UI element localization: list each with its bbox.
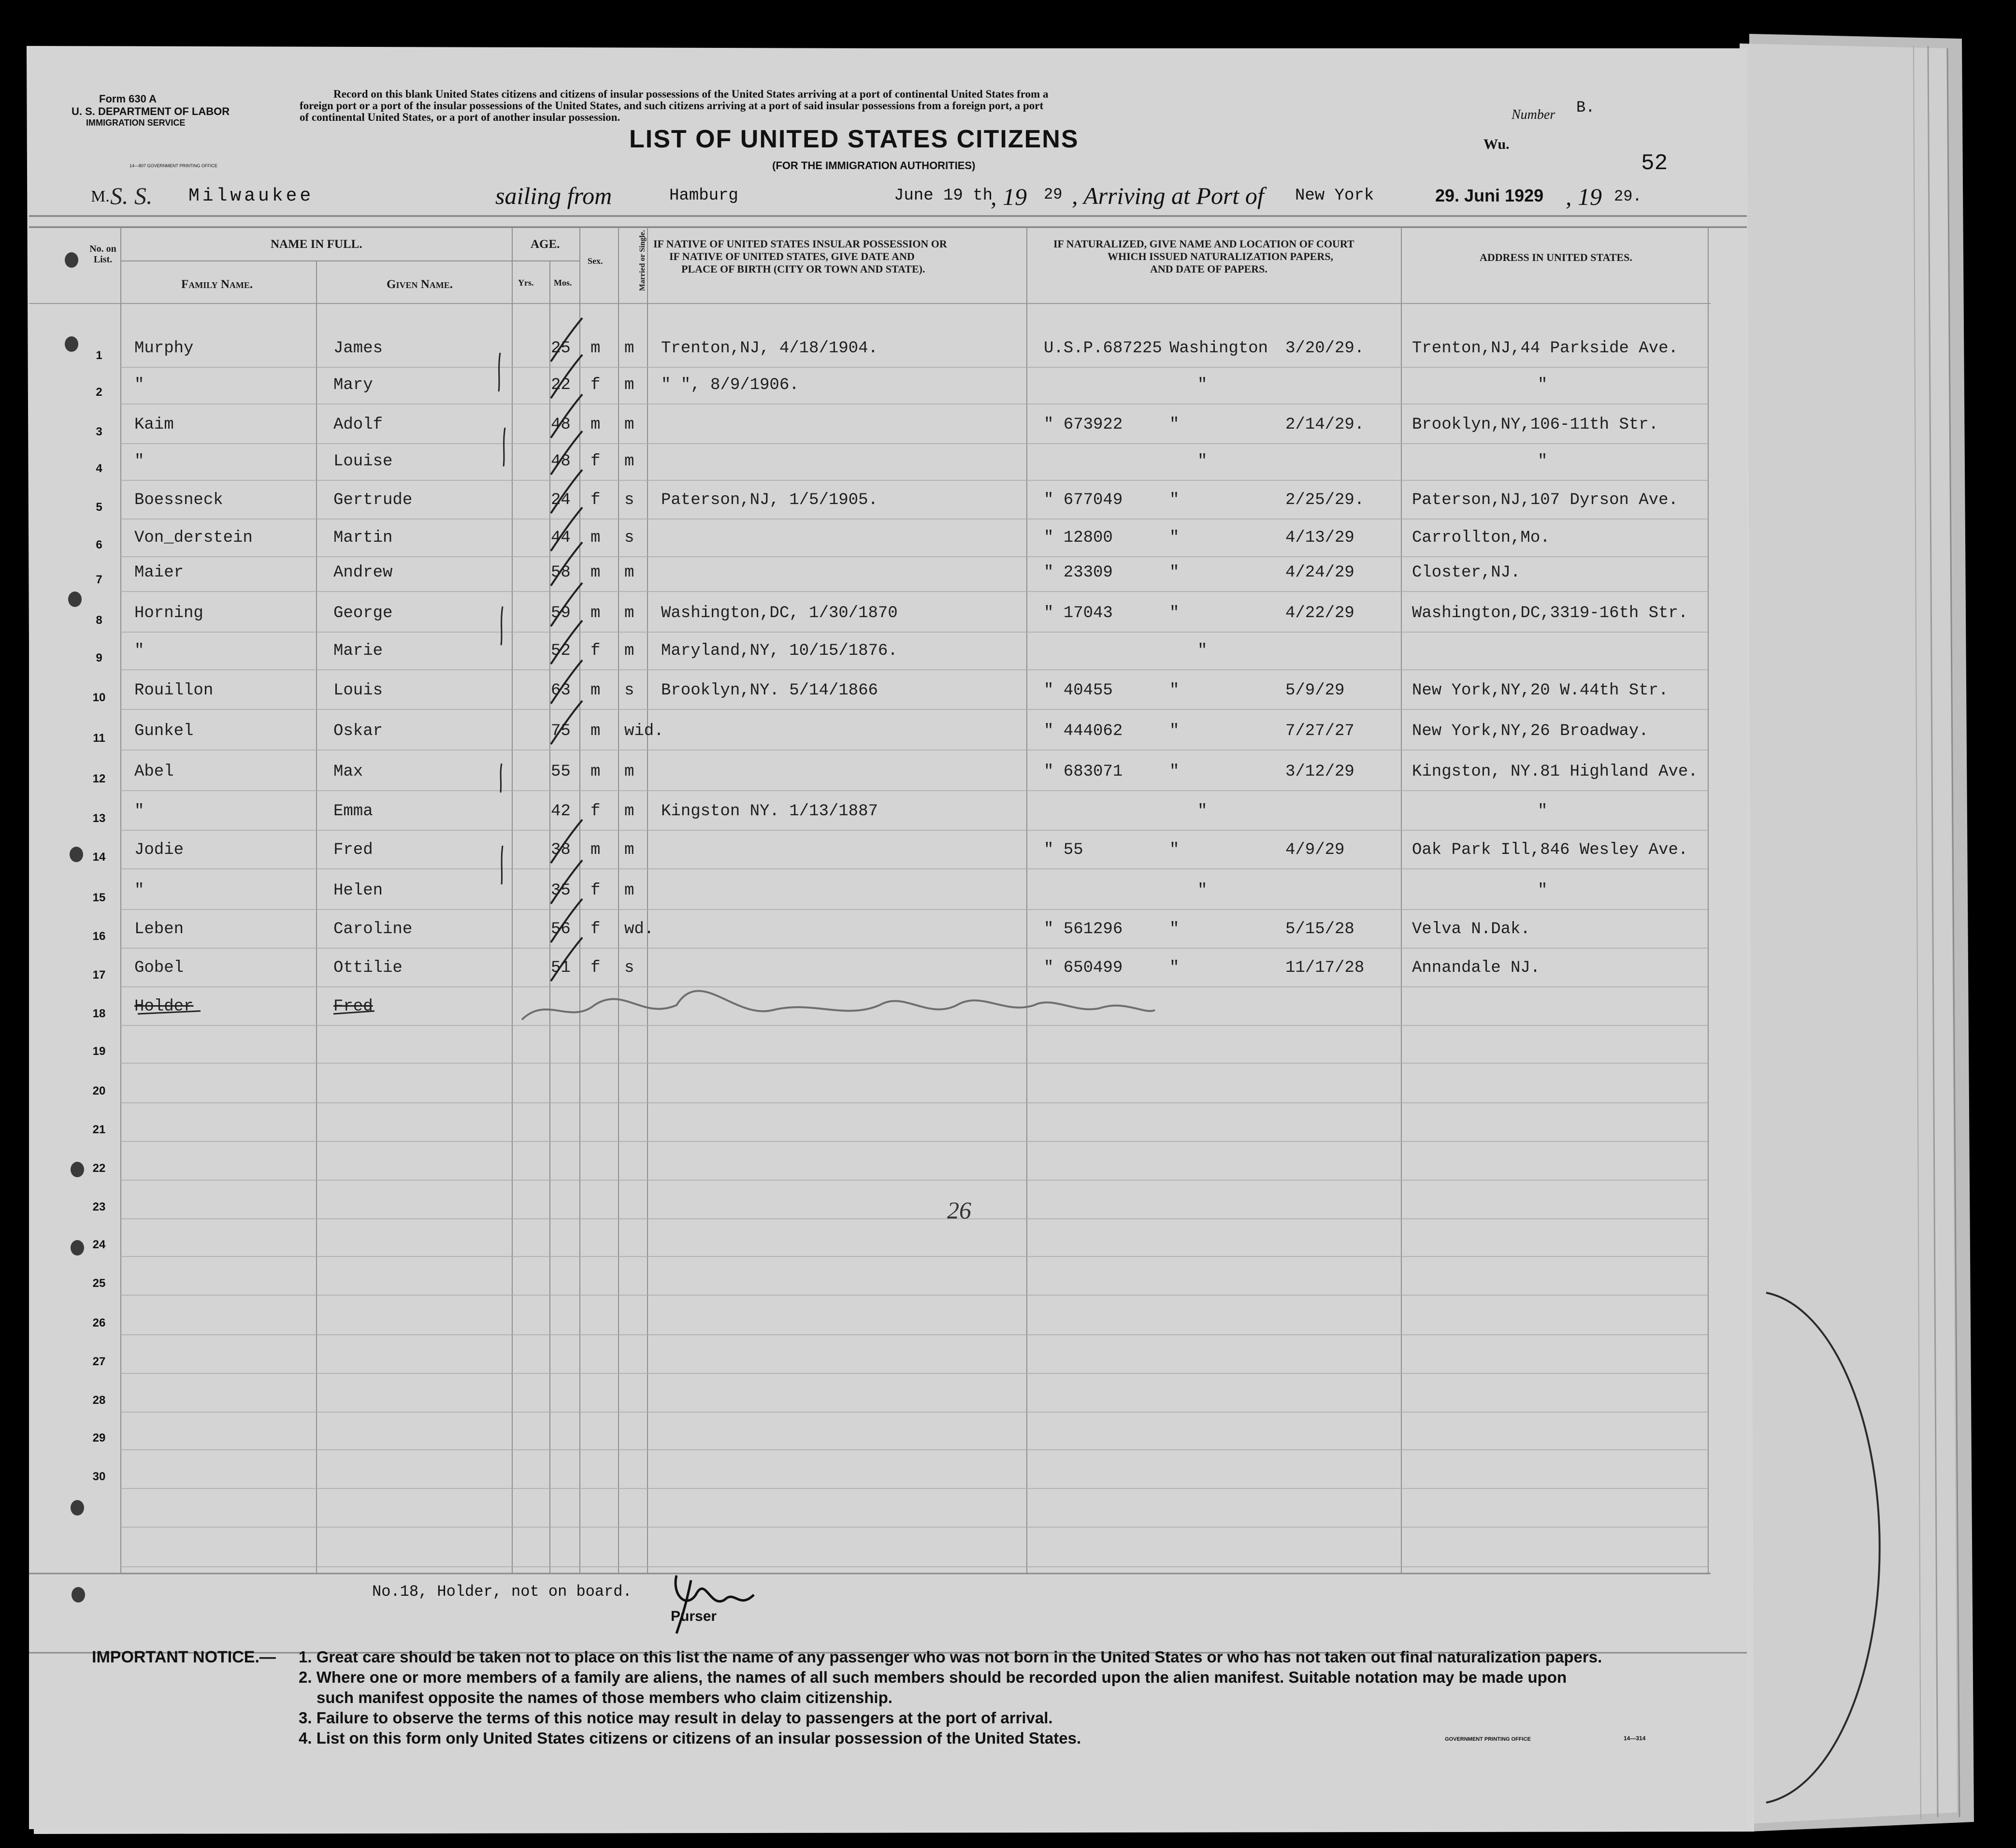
- naturalization-court-cell: ": [1169, 959, 1180, 977]
- sex-cell: f: [590, 642, 601, 660]
- row-number: 20: [92, 1084, 106, 1097]
- family-name-cell: Horning: [134, 604, 203, 622]
- col-mos: Mos.: [554, 278, 572, 288]
- age-cell: 51: [551, 959, 571, 977]
- row-number: 3: [96, 425, 102, 438]
- from-port: Hamburg: [669, 187, 738, 205]
- sex-cell: f: [590, 376, 601, 394]
- page-title: LIST OF UNITED STATES CITIZENS: [629, 125, 1079, 153]
- col-name-in-full: NAME IN FULL.: [271, 238, 362, 251]
- family-name-cell: ": [134, 376, 144, 394]
- form-number: Form 630 A: [99, 93, 157, 105]
- naturalization-court-cell: ": [1197, 452, 1208, 471]
- row-number: 16: [92, 930, 106, 943]
- row-number: 23: [92, 1200, 106, 1213]
- marital-status-cell: m: [624, 763, 634, 781]
- given-name-cell: Adolf: [333, 416, 383, 434]
- given-name-cell: Max: [333, 763, 363, 781]
- given-name-cell: Oskar: [333, 722, 383, 740]
- row-number: 22: [92, 1162, 106, 1175]
- sex-cell: m: [590, 416, 601, 434]
- naturalization-court-cell: ": [1169, 763, 1180, 781]
- purser-label: Purser: [671, 1608, 717, 1624]
- arrival-year: 29.: [1614, 188, 1642, 205]
- naturalization-court-cell: ": [1169, 722, 1180, 740]
- birth-place-cell: Brooklyn,NY. 5/14/1866: [661, 681, 878, 700]
- given-name-cell: Louise: [333, 452, 393, 471]
- marital-status-cell: m: [624, 642, 634, 660]
- number-label: Number: [1512, 107, 1555, 122]
- ship-type: S. S.: [110, 182, 153, 209]
- naturalization-court-cell: ": [1169, 681, 1180, 700]
- birth-place-cell: Washington,DC, 1/30/1870: [661, 604, 898, 622]
- age-cell: 63: [551, 681, 571, 700]
- naturalization-date-cell: 2/14/29.: [1285, 416, 1365, 434]
- naturalization-number-cell: " 677049: [1044, 491, 1123, 509]
- col-naturalized-2: WHICH ISSUED NATURALIZATION PAPERS,: [1108, 250, 1333, 262]
- family-name-cell: Von_derstein: [134, 529, 253, 547]
- table-row: [0, 834, 2016, 873]
- sex-cell: m: [590, 604, 601, 622]
- arrival-port: New York: [1295, 187, 1374, 205]
- row-number: 7: [96, 573, 102, 586]
- family-name-cell: Murphy: [134, 339, 194, 358]
- sex-cell: f: [590, 959, 601, 977]
- table-row: [0, 875, 2016, 913]
- naturalization-court-cell: ": [1197, 642, 1208, 660]
- instruction-line-2: foreign port or a port of the insular possessions of the United States, and such citizens arriving at a port of said insular possessions from a foreign port, a port: [300, 100, 1044, 112]
- col-given-name: Given Name.: [387, 278, 453, 291]
- given-name-cell: Martin: [333, 529, 393, 547]
- marital-status-cell: m: [624, 376, 634, 394]
- table-row: [0, 484, 2016, 523]
- row-number: 25: [92, 1277, 106, 1290]
- age-cell: 24: [551, 491, 571, 509]
- age-cell: 22: [551, 376, 571, 394]
- age-cell: 75: [551, 722, 571, 740]
- marital-status-cell: m: [624, 604, 634, 622]
- marital-status-cell: m: [624, 802, 634, 821]
- birth-place-cell: Kingston NY. 1/13/1887: [661, 802, 878, 821]
- marital-status-cell: m: [624, 563, 634, 582]
- naturalization-date-cell: 5/15/28: [1285, 920, 1354, 938]
- family-name-cell: Abel: [134, 763, 174, 781]
- given-name-cell: Louis: [333, 681, 383, 700]
- naturalization-date-cell: 7/27/27: [1285, 722, 1354, 740]
- naturalization-date-cell: 4/22/29: [1285, 604, 1354, 622]
- naturalization-date-cell: 5/9/29: [1285, 681, 1345, 700]
- birth-place-cell: Paterson,NJ, 1/5/1905.: [661, 491, 878, 509]
- not-on-board-note: No.18, Holder, not on board.: [372, 1583, 632, 1601]
- table-row: [0, 446, 2016, 484]
- sex-cell: m: [590, 339, 601, 358]
- row-number: 30: [92, 1470, 106, 1483]
- row-number: 6: [96, 538, 102, 551]
- given-name-cell: Marie: [333, 642, 383, 660]
- address-cell: New York,NY,20 W.44th Str.: [1412, 681, 1669, 700]
- marital-status-cell: m: [624, 841, 634, 859]
- address-cell: Paterson,NJ,107 Dyrson Ave.: [1412, 491, 1678, 509]
- sailing-year: 29: [1044, 186, 1063, 203]
- table-row: [0, 522, 2016, 561]
- naturalization-number-cell: " 673922: [1044, 416, 1123, 434]
- notice-1: 1. Great care should be taken not to place on this list the name of any passenger who was not born in the United States or who has not taken out final naturalization papers.: [299, 1648, 1602, 1666]
- table-row: [0, 913, 2016, 952]
- sex-cell: m: [590, 722, 601, 740]
- naturalization-number-cell: " 444062: [1044, 722, 1123, 740]
- naturalization-court-cell: Washington: [1169, 339, 1268, 358]
- table-row: [0, 597, 2016, 636]
- notice-heading: IMPORTANT NOTICE.—: [92, 1648, 276, 1666]
- given-name-cell: Gertrude: [333, 491, 413, 509]
- family-name-cell: Leben: [134, 920, 184, 938]
- row-number: 17: [92, 968, 106, 982]
- marital-status-cell: m: [624, 452, 634, 471]
- table-row: [0, 369, 2016, 408]
- table-row: [0, 332, 2016, 371]
- address-cell: Kingston, NY.81 Highland Ave.: [1412, 763, 1698, 781]
- naturalization-court-cell: ": [1169, 841, 1180, 859]
- marital-status-cell: s: [624, 681, 634, 700]
- row-number: 21: [92, 1123, 106, 1136]
- arriving-label: , Arriving at Port of: [1072, 182, 1264, 209]
- page-number: 52: [1641, 151, 1668, 176]
- printing-small: 14—807 GOVERNMENT PRINTING OFFICE: [130, 163, 217, 168]
- naturalization-number-cell: " 650499: [1044, 959, 1123, 977]
- address-cell: Closter,NJ.: [1412, 563, 1521, 582]
- age-cell: 35: [551, 881, 571, 900]
- marital-status-cell: m: [624, 416, 634, 434]
- sex-cell: m: [590, 529, 601, 547]
- naturalization-number-cell: " 561296: [1044, 920, 1123, 938]
- address-cell: Annandale NJ.: [1412, 959, 1541, 977]
- given-name-cell: Mary: [333, 376, 373, 394]
- address-cell: Velva N.Dak.: [1412, 920, 1530, 938]
- naturalization-date-cell: 2/25/29.: [1285, 491, 1365, 509]
- given-name-cell: Caroline: [333, 920, 413, 938]
- notice-3: 3. Failure to observe the terms of this notice may result in delay to passengers at the port of arrival.: [299, 1709, 1053, 1727]
- family-name-cell: ": [134, 452, 144, 471]
- arrival-date-stamp: 29. Juni 1929: [1435, 186, 1544, 205]
- naturalization-number-cell: " 55: [1044, 841, 1083, 859]
- sex-cell: m: [590, 841, 601, 859]
- sex-cell: m: [590, 681, 601, 700]
- sailing-label: sailing from: [495, 182, 612, 209]
- address-cell: New York,NY,26 Broadway.: [1412, 722, 1649, 740]
- family-name-cell: ": [134, 881, 144, 900]
- age-cell: 38: [551, 841, 571, 859]
- age-cell: 58: [551, 563, 571, 582]
- row-number: 2: [96, 386, 102, 399]
- table-row: [0, 991, 2016, 1029]
- row-number: 9: [96, 651, 102, 664]
- sex-cell: f: [590, 491, 601, 509]
- row-number: 15: [92, 891, 106, 904]
- address-cell: ": [1538, 802, 1548, 821]
- naturalization-date-cell: 3/12/29: [1285, 763, 1354, 781]
- row-number: 1: [96, 349, 102, 362]
- naturalization-court-cell: ": [1197, 881, 1208, 900]
- address-cell: Carrollton,Mo.: [1412, 529, 1550, 547]
- naturalization-court-cell: ": [1169, 416, 1180, 434]
- family-name-cell: ": [134, 642, 144, 660]
- given-name-cell: Fred: [333, 841, 373, 859]
- row-number: 14: [92, 851, 106, 864]
- row-number: 11: [93, 732, 105, 745]
- sex-cell: m: [590, 563, 601, 582]
- age-cell: 52: [551, 642, 571, 660]
- instruction-line-3: of continental United States, or a port of another insular possession.: [300, 111, 620, 123]
- page-subtitle: (FOR THE IMMIGRATION AUTHORITIES): [772, 159, 976, 172]
- col-married-single: Married or Single.: [638, 230, 647, 291]
- col-insular-2: IF NATIVE OF UNITED STATES, GIVE DATE AND: [669, 250, 915, 262]
- col-family-name: Family Name.: [181, 278, 253, 291]
- naturalization-number-cell: " 23309: [1044, 563, 1113, 582]
- age-cell: 42: [551, 802, 571, 821]
- col-naturalized-1: IF NATURALIZED, GIVE NAME AND LOCATION OF COURT: [1053, 238, 1354, 250]
- arrival-year-prefix: , 19: [1566, 183, 1602, 210]
- marital-status-cell: s: [624, 491, 634, 509]
- row-number: 18: [92, 1007, 106, 1020]
- col-insular-1: IF NATIVE OF UNITED STATES INSULAR POSSESSION OR: [653, 238, 947, 250]
- number-value: B.: [1576, 99, 1595, 116]
- naturalization-court-cell: ": [1169, 563, 1180, 582]
- marital-status-cell: m: [624, 339, 634, 358]
- row-number: 8: [96, 614, 102, 627]
- sex-cell: m: [590, 763, 601, 781]
- naturalization-date-cell: 3/20/29.: [1285, 339, 1365, 358]
- age-cell: 59: [551, 604, 571, 622]
- row-number: 28: [92, 1394, 106, 1407]
- given-name-cell: Andrew: [333, 563, 393, 582]
- family-name-cell: Gobel: [134, 959, 184, 977]
- given-name-cell: Fred: [333, 997, 373, 1016]
- table-row: [0, 715, 2016, 754]
- printing-office: GOVERNMENT PRINTING OFFICE: [1445, 1736, 1531, 1742]
- family-name-cell: Rouillon: [134, 681, 214, 700]
- family-name-cell: Gunkel: [134, 722, 194, 740]
- address-cell: Trenton,NJ,44 Parkside Ave.: [1412, 339, 1678, 358]
- naturalization-court-cell: ": [1169, 604, 1180, 622]
- sex-cell: f: [590, 881, 601, 900]
- birth-place-cell: " ", 8/9/1906.: [661, 376, 799, 394]
- age-cell: 48: [551, 452, 571, 471]
- family-name-cell: Maier: [134, 563, 184, 582]
- naturalization-court-cell: ": [1169, 920, 1180, 938]
- department-name: U. S. DEPARTMENT OF LABOR: [72, 105, 230, 117]
- naturalization-court-cell: ": [1197, 376, 1208, 394]
- given-name-cell: George: [333, 604, 393, 622]
- wu-label: Wu.: [1483, 136, 1510, 152]
- address-cell: Washington,DC,3319-16th Str.: [1412, 604, 1688, 622]
- table-row: [0, 409, 2016, 448]
- table-row: [0, 795, 2016, 834]
- table-row: [0, 756, 2016, 794]
- naturalization-court-cell: ": [1169, 491, 1180, 509]
- age-cell: 56: [551, 920, 571, 938]
- family-name-cell: ": [134, 802, 144, 821]
- row-number: 10: [92, 691, 106, 704]
- marital-status-cell: wid.: [624, 722, 664, 740]
- table-row: [0, 557, 2016, 595]
- naturalization-number-cell: " 40455: [1044, 681, 1113, 700]
- sex-cell: f: [590, 802, 601, 821]
- sex-cell: f: [590, 452, 601, 471]
- family-name-cell: Holder: [134, 997, 194, 1016]
- given-name-cell: James: [333, 339, 383, 358]
- family-name-cell: Boessneck: [134, 491, 223, 509]
- given-name-cell: Helen: [333, 881, 383, 900]
- marital-status-cell: s: [624, 959, 634, 977]
- marital-status-cell: m: [624, 881, 634, 900]
- address-cell: ": [1538, 881, 1548, 900]
- naturalization-number-cell: U.S.P.687225: [1044, 339, 1162, 358]
- row-number: 4: [96, 462, 102, 475]
- age-cell: 44: [551, 529, 571, 547]
- row-number: 5: [96, 501, 102, 514]
- sailing-date: June 19 th: [894, 187, 993, 205]
- row-number: 12: [92, 772, 106, 785]
- col-age: AGE.: [531, 238, 560, 251]
- naturalization-number-cell: " 683071: [1044, 763, 1123, 781]
- naturalization-number-cell: " 12800: [1044, 529, 1113, 547]
- instruction-line-1: Record on this blank United States citizens and citizens of insular possessions of the United States arriving at a port of continental United States from a: [333, 88, 1049, 100]
- col-naturalized-3: AND DATE OF PAPERS.: [1150, 263, 1267, 275]
- year-prefix: , 19: [991, 183, 1027, 210]
- col-insular-3: PLACE OF BIRTH (CITY OR TOWN AND STATE).: [681, 263, 925, 275]
- address-cell: Oak Park Ill,846 Wesley Ave.: [1412, 841, 1688, 859]
- row-number: 27: [92, 1355, 106, 1368]
- footer-code: 14—314: [1624, 1735, 1646, 1742]
- address-cell: Brooklyn,NY,106-11th Str.: [1412, 416, 1659, 434]
- table-row: [0, 675, 2016, 713]
- col-no-on-list: No. on List.: [89, 244, 116, 265]
- birth-place-cell: Trenton,NJ, 4/18/1904.: [661, 339, 878, 358]
- age-cell: 25: [551, 339, 571, 358]
- naturalization-number-cell: " 17043: [1044, 604, 1113, 622]
- row-number: 29: [92, 1431, 106, 1444]
- naturalization-court-cell: ": [1169, 529, 1180, 547]
- center-mark: 26: [947, 1197, 971, 1224]
- notice-2-cont: such manifest opposite the names of those members who claim citizenship.: [317, 1689, 893, 1706]
- table-row: [0, 635, 2016, 674]
- given-name-cell: Emma: [333, 802, 373, 821]
- table-row: [0, 952, 2016, 991]
- marital-status-cell: wd.: [624, 920, 654, 938]
- col-address: ADDRESS IN UNITED STATES.: [1480, 251, 1632, 263]
- given-name-cell: Ottilie: [333, 959, 403, 977]
- birth-place-cell: Maryland,NY, 10/15/1876.: [661, 642, 898, 660]
- col-yrs: Yrs.: [518, 278, 534, 288]
- address-cell: ": [1538, 452, 1548, 471]
- row-number: 26: [92, 1316, 106, 1329]
- row-number: 24: [92, 1238, 106, 1251]
- row-number: 13: [92, 812, 106, 825]
- ship-name: Milwaukee: [188, 186, 314, 206]
- naturalization-court-cell: ": [1197, 802, 1208, 821]
- notice-2: 2. Where one or more members of a family are aliens, the names of all such members should be recorded upon the alien manifest. Suitable notation may be made upon: [299, 1668, 1567, 1686]
- naturalization-date-cell: 11/17/28: [1285, 959, 1365, 977]
- age-cell: 55: [551, 763, 571, 781]
- naturalization-date-cell: 4/24/29: [1285, 563, 1354, 582]
- naturalization-date-cell: 4/9/29: [1285, 841, 1345, 859]
- marital-status-cell: s: [624, 529, 634, 547]
- sex-cell: f: [590, 920, 601, 938]
- voyage-prefix: M.: [91, 188, 110, 205]
- address-cell: ": [1538, 376, 1548, 394]
- age-cell: 48: [551, 416, 571, 434]
- service-name: IMMIGRATION SERVICE: [86, 118, 186, 128]
- col-sex: Sex.: [588, 256, 603, 266]
- family-name-cell: Kaim: [134, 416, 174, 434]
- notice-4: 4. List on this form only United States citizens or citizens of an insular possession of the United States.: [299, 1729, 1081, 1747]
- family-name-cell: Jodie: [134, 841, 184, 859]
- row-number: 19: [92, 1045, 106, 1058]
- naturalization-date-cell: 4/13/29: [1285, 529, 1354, 547]
